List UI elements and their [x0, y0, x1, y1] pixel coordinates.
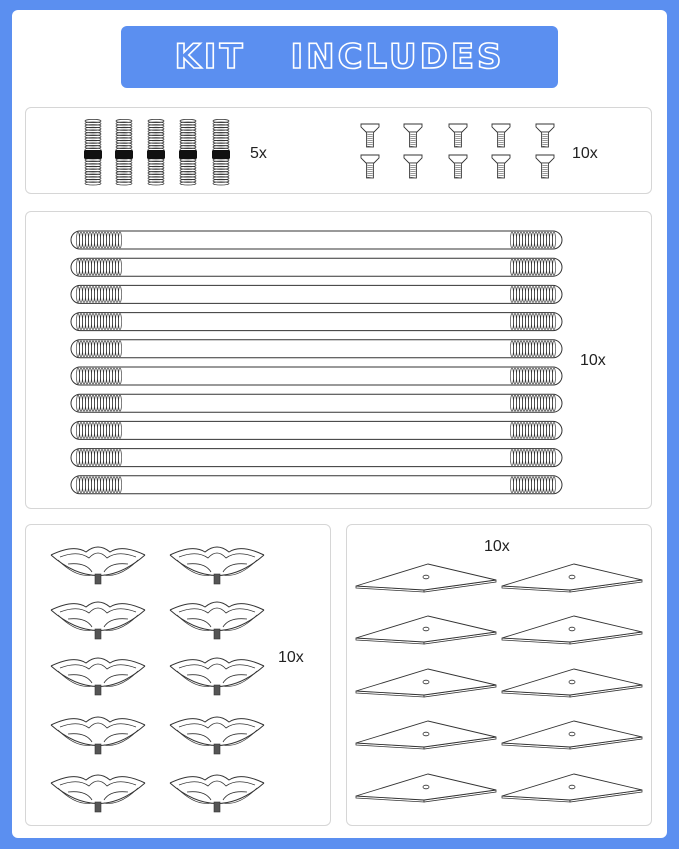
square-plate-icon [356, 669, 496, 697]
square-plate-icon [502, 669, 642, 697]
square-plate-icon [502, 721, 642, 749]
page-title: KIT INCLUDES [174, 37, 505, 77]
square-plate-icon [356, 564, 496, 592]
bowls-quantity: 10x [278, 649, 304, 666]
square-plate-icon [502, 616, 642, 644]
square-plate-icon [502, 774, 642, 802]
rods-quantity: 10x [580, 352, 606, 369]
screws-quantity: 10x [572, 145, 598, 162]
plates-quantity: 10x [484, 538, 510, 555]
springs-quantity: 5x [250, 145, 267, 162]
square-plate-icon [502, 564, 642, 592]
square-plate-icon [356, 774, 496, 802]
square-plate-icon [356, 721, 496, 749]
square-plate-icon [356, 616, 496, 644]
